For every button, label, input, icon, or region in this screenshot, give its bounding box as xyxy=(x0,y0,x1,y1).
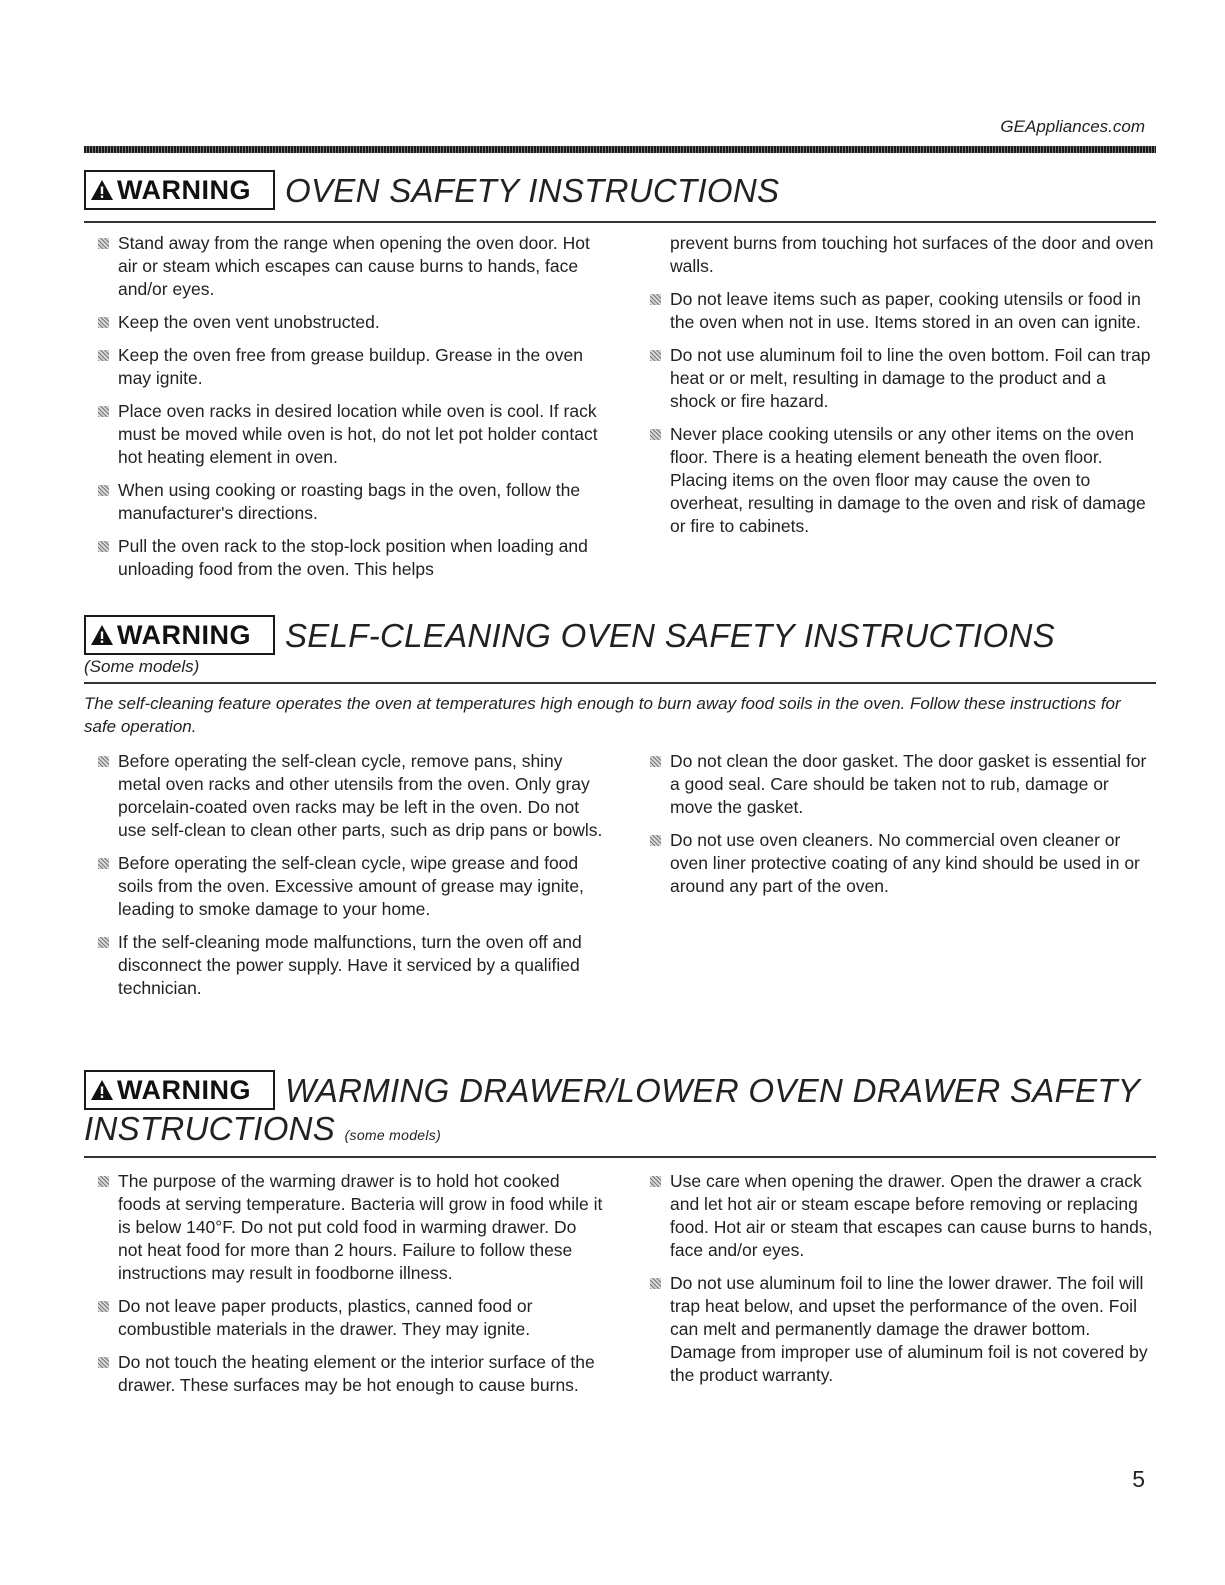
warning-box xyxy=(84,1070,275,1110)
bullet-icon xyxy=(650,1176,661,1187)
list-item: Do not leave paper products, plastics, canned food or combustible materials in the drawer. They may ignite. xyxy=(84,1295,604,1341)
bullet-icon xyxy=(98,238,109,249)
warning-label: WARNING xyxy=(117,620,251,650)
header-rule xyxy=(84,146,1156,153)
columns xyxy=(84,232,1156,591)
section-title: SELF-CLEANING OVEN SAFETY INSTRUCTIONS xyxy=(285,617,1055,655)
section-title-line1: WARMING DRAWER/LOWER OVEN DRAWER SAFETY xyxy=(285,1072,1141,1110)
right-column xyxy=(636,232,1156,591)
list-item: Do not use aluminum foil to line the oven bottom. Foil can trap heat or or melt, resulting in damage to the product and a shock or fire hazard. xyxy=(636,344,1156,413)
list-item: Do not use aluminum foil to line the lower drawer. The foil will trap heat below, and upset the performance of the oven. Foil can melt and permanently damage the drawer bottom. Damage from improper use of aluminum foil is not covered by the product warranty. xyxy=(636,1272,1156,1387)
bullet-icon xyxy=(98,858,109,869)
list-item: When using cooking or roasting bags in the oven, follow the manufacturer's directions. xyxy=(84,479,604,525)
section-heading xyxy=(84,615,1156,655)
bullet-icon xyxy=(98,317,109,328)
models-note: (Some models) xyxy=(84,657,200,676)
warning-label: WARNING xyxy=(117,1075,251,1105)
warning-box xyxy=(84,170,275,210)
website-url: GEAppliances.com xyxy=(1000,117,1145,136)
self-cleaning-section xyxy=(84,615,1156,1010)
list-item: Do not leave items such as paper, cooking utensils or food in the oven when not in use. Items stored in an oven can ignite. xyxy=(636,288,1156,334)
bullet-icon xyxy=(98,1301,109,1312)
list-item: Before operating the self-clean cycle, wipe grease and food soils from the oven. Excessive amount of grease may ignite, leading to smoke damage to your home. xyxy=(84,852,604,921)
bullet-icon xyxy=(650,835,661,846)
section-rule xyxy=(84,682,1156,684)
warning-triangle-icon xyxy=(90,178,114,202)
bullet-icon xyxy=(98,350,109,361)
right-column xyxy=(636,1170,1156,1407)
section-rule xyxy=(84,1156,1156,1158)
list-item: Pull the oven rack to the stop-lock position when loading and unloading food from the oven. This helps xyxy=(84,535,604,581)
bullet-icon xyxy=(98,485,109,496)
bullet-icon xyxy=(650,1278,661,1289)
warning-triangle-icon xyxy=(90,1078,114,1102)
section-heading xyxy=(84,1070,1156,1110)
list-item: Stand away from the range when opening the oven door. Hot air or steam which escapes can cause burns to hands, face and/or eyes. xyxy=(84,232,604,301)
section-heading xyxy=(84,170,1156,210)
left-column xyxy=(84,1170,604,1407)
list-item: Place oven racks in desired location while oven is cool. If rack must be moved while oven is hot, do not let pot holder contact hot heating element in oven. xyxy=(84,400,604,469)
bullet-icon xyxy=(650,756,661,767)
section-title-line2 xyxy=(84,1110,1156,1148)
intro-text: The self-cleaning feature operates the oven at temperatures high enough to burn away food soils in the oven. Follow these instructions for safe operation. xyxy=(84,694,1121,736)
list-item: Keep the oven free from grease buildup. Grease in the oven may ignite. xyxy=(84,344,604,390)
right-column xyxy=(636,750,1156,1010)
bullet-icon xyxy=(650,294,661,305)
left-column xyxy=(84,232,604,591)
columns xyxy=(84,750,1156,1010)
list-item: Before operating the self-clean cycle, remove pans, shiny metal oven racks and other utensils from the oven. Only gray porcelain-coated oven racks may be left in the oven. Do not use self-clean to clean other parts, such as drip pans or bowls. xyxy=(84,750,604,842)
bullet-icon xyxy=(98,406,109,417)
list-item: The purpose of the warming drawer is to hold hot cooked foods at serving temperature. Bacteria will grow in food while it is below 140°F. Do not put cold food in warming drawer. Do not heat food for more than 2 hours. Failure to follow these instructions may result in foodborne illness. xyxy=(84,1170,604,1285)
bullet-icon xyxy=(98,756,109,767)
bullet-icon xyxy=(98,1357,109,1368)
section-title-word: INSTRUCTIONS xyxy=(84,1110,336,1147)
list-item: Use care when opening the drawer. Open the drawer a crack and let hot air or steam escape before removing or replacing food. Hot air or steam that escapes can cause burns to hands, face and/or eyes. xyxy=(636,1170,1156,1262)
list-item: If the self-cleaning mode malfunctions, turn the oven off and disconnect the power supply. Have it serviced by a qualified technician. xyxy=(84,931,604,1000)
list-item: Do not touch the heating element or the interior surface of the drawer. These surfaces may be hot enough to cause burns. xyxy=(84,1351,604,1397)
oven-safety-section xyxy=(84,170,1156,591)
bullet-icon xyxy=(98,541,109,552)
warming-drawer-section xyxy=(84,1070,1156,1407)
list-item: Keep the oven vent unobstructed. xyxy=(84,311,604,334)
list-item-continued: prevent burns from touching hot surfaces of the door and oven walls. xyxy=(670,233,1154,276)
columns xyxy=(84,1170,1156,1407)
list-item: Do not use oven cleaners. No commercial oven cleaner or oven liner protective coating of any kind should be used in or around any part of the oven. xyxy=(636,829,1156,898)
list-item: Never place cooking utensils or any other items on the oven floor. There is a heating element beneath the oven floor. Placing items on the oven floor may cause the oven to overheat, resulting in damage to the oven and risk of damage or fire to cabinets. xyxy=(636,423,1156,538)
warning-label: WARNING xyxy=(117,175,251,205)
warning-triangle-icon xyxy=(90,623,114,647)
bullet-icon xyxy=(98,937,109,948)
bullet-icon xyxy=(650,429,661,440)
list-item: Do not clean the door gasket. The door gasket is essential for a good seal. Care should be taken not to rub, damage or move the gasket. xyxy=(636,750,1156,819)
bullet-icon xyxy=(650,350,661,361)
page-number: 5 xyxy=(1132,1466,1145,1492)
bullet-icon xyxy=(98,1176,109,1187)
section-rule xyxy=(84,221,1156,223)
left-column xyxy=(84,750,604,1010)
warning-box xyxy=(84,615,275,655)
section-title: OVEN SAFETY INSTRUCTIONS xyxy=(285,172,780,210)
models-note: (some models) xyxy=(344,1127,442,1143)
